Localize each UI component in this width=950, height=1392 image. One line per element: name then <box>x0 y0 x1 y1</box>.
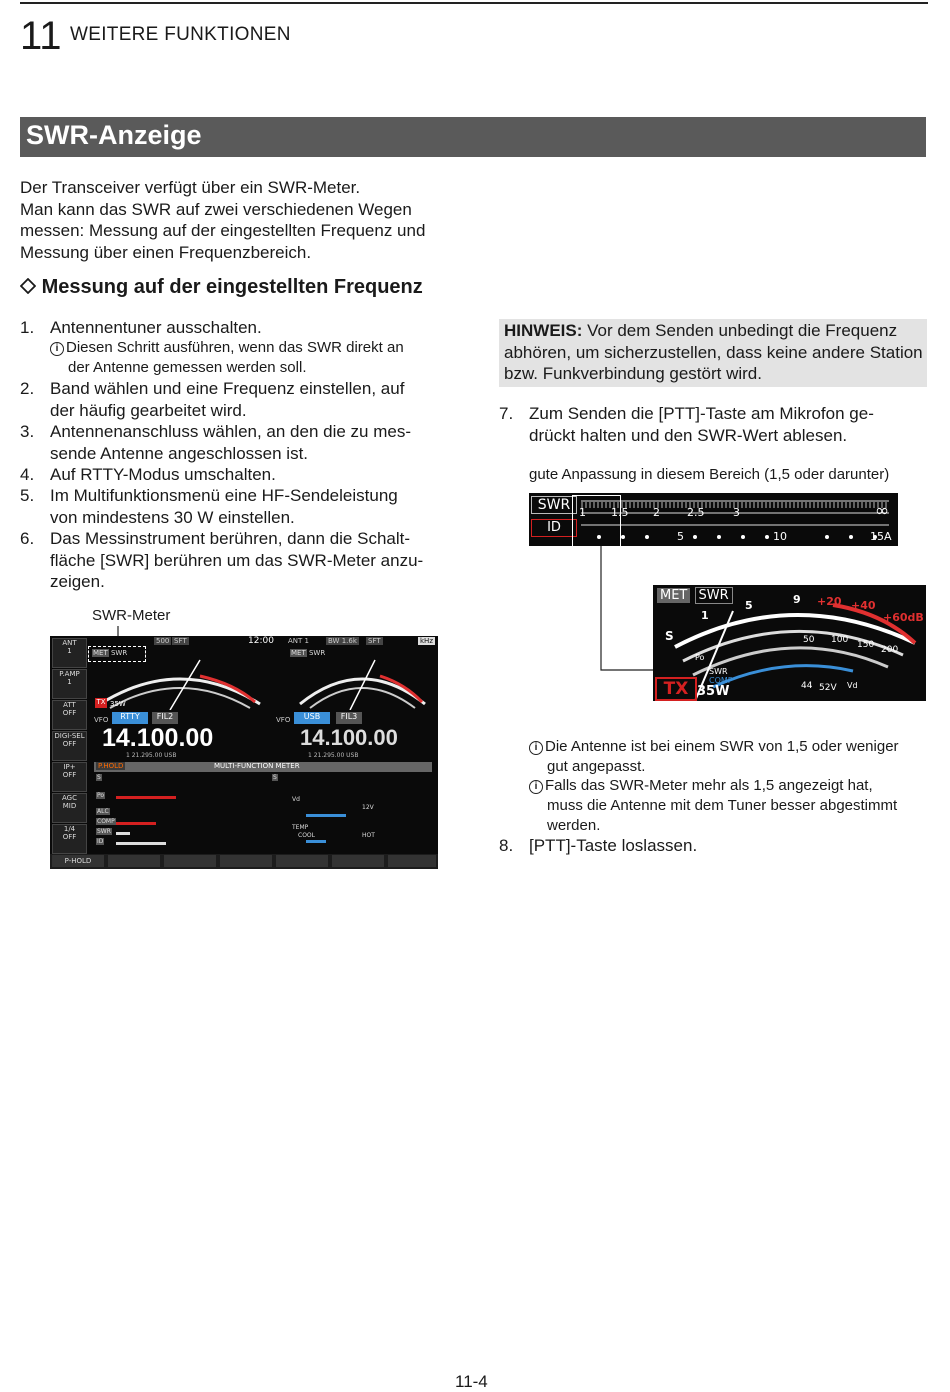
id-tick-5: 5 <box>677 530 684 543</box>
section-title: SWR-Anzeige <box>26 120 202 150</box>
sub-frequency[interactable]: 14.100.00 <box>300 725 398 750</box>
scale-9: 9 <box>793 593 801 606</box>
temp-bar <box>306 840 326 843</box>
step-number: 7. <box>499 404 514 423</box>
scale-plus40: +40 <box>851 599 876 612</box>
id-bar <box>116 842 166 845</box>
meter-row-s-right: S <box>273 774 277 781</box>
step-number: 8. <box>499 836 514 855</box>
list-item <box>499 403 929 447</box>
list-item <box>499 835 929 857</box>
hinweis-box <box>499 319 927 387</box>
good-match-highlight <box>572 495 621 547</box>
hinweis-text: Vor dem Senden unbedingt die Frequenz abhören, um sicherzustellen, dass keine andere Station bzw. Funkverbindung gestört wird. <box>504 321 923 383</box>
blank-button[interactable] <box>220 855 272 867</box>
step-text: von mindestens 30 W einstellen. <box>50 507 295 527</box>
blank-button[interactable] <box>332 855 384 867</box>
note-good-match <box>529 737 929 777</box>
meter-row-s: S <box>97 774 101 781</box>
phold-tag: P.HOLD <box>98 762 124 770</box>
right-analog-meter <box>290 654 435 710</box>
subsection-heading <box>20 276 460 299</box>
vd-label: Vd <box>292 796 300 803</box>
mode-button-rtty[interactable]: RTTY <box>112 712 148 724</box>
step-text: Zum Senden die [PTT]-Taste am Mikrofon ge- <box>529 404 874 423</box>
tx-power-value: 35W <box>697 684 730 699</box>
arc-150: 150 <box>857 640 875 650</box>
swr-range-caption: gute Anpassung in diesem Bereich (1,5 oder darunter) <box>529 466 890 483</box>
step-number: 2. <box>20 379 35 398</box>
comp-row-label: COMP <box>709 676 733 685</box>
meter-row-swr: SWR <box>97 828 111 835</box>
blank-button[interactable] <box>164 855 216 867</box>
page-number: 11-4 <box>455 1372 488 1391</box>
intro-paragraph <box>20 177 460 263</box>
meter-row-id: ID <box>97 838 104 845</box>
status-bar: 500 SFT 12:00 ANT 1 BW 1.6k SFT kHz <box>156 636 433 646</box>
met-swr-tabs[interactable]: MET SWR <box>657 588 733 603</box>
s-label: S <box>665 629 674 643</box>
swr-tick-1-5: 1.5 <box>611 506 629 519</box>
step-text: Das Messinstrument berühren, dann die Schalt- <box>50 529 411 548</box>
mode-button-usb[interactable]: USB <box>294 712 330 724</box>
side-button-digisel[interactable]: DIGI-SEL OFF <box>52 731 87 761</box>
meter-row-po: Po <box>97 792 105 799</box>
blank-button[interactable] <box>108 855 160 867</box>
id-tick-10: 10 <box>773 530 787 543</box>
tx-indicator: TX <box>655 677 697 701</box>
vd-bar <box>306 814 346 817</box>
side-button-column <box>50 636 87 856</box>
bottom-button-bar <box>50 854 438 869</box>
swr-bar <box>116 832 130 835</box>
arc-50: 50 <box>803 635 815 645</box>
diamond-icon <box>20 278 36 294</box>
po-label: Po <box>695 653 705 662</box>
chapter-title: WEITERE FUNKTIONEN <box>70 24 291 45</box>
info-icon: i <box>529 780 543 794</box>
arc-100: 100 <box>831 635 849 645</box>
meter-row-alc: ALC <box>97 808 109 815</box>
step-text: Im Multifunktionsmenü eine HF-Sendeleistung <box>50 486 398 505</box>
step-text: Band wählen und eine Frequenz einstellen, auf <box>50 379 405 398</box>
swr-tick-3: 3 <box>733 506 740 519</box>
side-button-ant[interactable]: ANT 1 <box>52 638 87 668</box>
phold-button[interactable]: P-HOLD <box>52 855 104 867</box>
mfm-title: MULTI-FUNCTION METER <box>214 762 300 770</box>
scale-plus20: +20 <box>817 595 842 608</box>
vd-value: 12V <box>362 804 374 811</box>
list-item <box>20 464 460 486</box>
analog-meter-closeup <box>653 585 926 701</box>
step-text: fläche [SWR] berühren um das SWR-Meter anzu- <box>50 550 424 570</box>
step-text: Auf RTTY-Modus umschalten. <box>50 465 276 484</box>
id-tick-15a: 15A <box>870 530 892 543</box>
section-banner <box>20 117 926 157</box>
vd-row-label: Vd <box>847 681 858 690</box>
list-item <box>20 378 460 422</box>
id-scale-label: ID <box>531 519 577 537</box>
vfo-label-right: VFO <box>276 716 291 724</box>
chapter-number: 11 <box>20 14 62 58</box>
temp-cool: COOL <box>298 832 315 839</box>
step-text: drückt halten und den SWR-Wert ablesen. <box>529 425 848 445</box>
step-number: 1. <box>20 318 35 337</box>
side-button-ipplus[interactable]: IP+ OFF <box>52 762 87 792</box>
filter-button-right[interactable]: FIL3 <box>336 712 362 724</box>
list-item <box>20 528 460 594</box>
scale-plus60: +60dB <box>883 611 924 624</box>
side-button-pamp[interactable]: P.AMP 1 <box>52 669 87 699</box>
swr-tick-2-5: 2.5 <box>687 506 705 519</box>
met-swr-right[interactable]: MET SWR <box>291 649 326 657</box>
main-frequency[interactable]: 14.100.00 <box>102 724 214 752</box>
tx-badge: TX <box>96 698 106 706</box>
note-line: muss die Antenne mit dem Tuner besser abgestimmt <box>547 797 898 814</box>
intro-line: Der Transceiver verfügt über ein SWR-Meter. <box>20 178 361 197</box>
meter-row-comp: COMP <box>97 818 115 825</box>
intro-line: Man kann das SWR auf zwei verschiedenen Wegen <box>20 199 412 219</box>
swr-scale-label: SWR <box>531 496 577 514</box>
step-number: 5. <box>20 486 35 505</box>
swr-tick-2: 2 <box>653 506 660 519</box>
list-item <box>20 485 460 529</box>
step-number: 6. <box>20 529 35 548</box>
sub-info-left: 1 21.295.00 USB <box>126 752 177 759</box>
mfm-title-bar <box>94 762 432 772</box>
transceiver-screen <box>50 636 438 869</box>
note-line: Die Antenne ist bei einem SWR von 1,5 oder weniger <box>545 738 899 755</box>
vd-52v: 52V <box>819 683 837 693</box>
step-text: Antennentuner ausschalten. <box>50 318 262 337</box>
note-line: Falls das SWR-Meter mehr als 1,5 angezeigt hat, <box>545 777 873 794</box>
note-line: werden. <box>547 817 601 834</box>
swr-linear-scale <box>529 493 898 546</box>
info-icon: i <box>529 741 543 755</box>
subsection-title: Messung auf der eingestellten Frequenz <box>41 276 423 298</box>
step-text: Antennenanschluss wählen, an den die zu mes- <box>50 422 412 441</box>
side-button-quarter[interactable]: 1/4 OFF <box>52 824 87 854</box>
hinweis-label: HINWEIS: <box>504 321 583 340</box>
step-number: 4. <box>20 465 35 484</box>
note-retune <box>529 776 929 836</box>
vfo-label-left: VFO <box>94 716 109 724</box>
intro-line: messen: Messung auf der eingestellten Frequenz und <box>20 221 426 240</box>
step-text: der häufig gearbeitet wird. <box>50 400 247 420</box>
blank-button[interactable] <box>388 855 436 867</box>
swr-tick-1: 1 <box>579 506 586 519</box>
note-line: gut angepasst. <box>547 758 646 775</box>
scale-1: 1 <box>701 609 709 622</box>
met-swr-left[interactable]: MET SWR <box>93 649 128 657</box>
mfm-left-panel <box>96 774 266 850</box>
temp-label: TEMP <box>292 824 309 831</box>
list-item <box>20 421 460 465</box>
intro-line: Messung über einen Frequenzbereich. <box>20 242 312 262</box>
mfm-right-panel <box>272 774 432 850</box>
swr-meter-label: SWR-Meter <box>92 607 171 624</box>
sub-info-right: 1 21.295.00 USB <box>308 752 359 759</box>
swr-tick-infinity: ∞ <box>875 501 890 521</box>
list-item <box>20 317 460 339</box>
step1-note <box>50 338 450 378</box>
note-line: Diesen Schritt ausführen, wenn das SWR direkt an <box>66 339 404 356</box>
arc-200: 200 <box>881 645 899 655</box>
swr-row-label: SWR <box>709 667 728 676</box>
scale-ticks <box>577 493 897 546</box>
po-bar <box>116 796 176 799</box>
step-text: [PTT]-Taste loslassen. <box>529 836 698 855</box>
blank-button[interactable] <box>276 855 328 867</box>
side-button-att[interactable]: ATT OFF <box>52 700 87 730</box>
step-text: sende Antenne angeschlossen ist. <box>50 443 309 463</box>
info-icon: i <box>50 342 64 356</box>
step-number: 3. <box>20 422 35 441</box>
temp-hot: HOT <box>362 832 375 839</box>
filter-button-left[interactable]: FIL2 <box>152 712 178 724</box>
side-button-agc[interactable]: AGC MID <box>52 793 87 823</box>
note-line: der Antenne gemessen werden soll. <box>68 359 307 376</box>
step-text: zeigen. <box>50 572 105 591</box>
tx-power: 35W <box>110 700 126 708</box>
scale-5: 5 <box>745 599 753 612</box>
comp-bar <box>116 822 156 825</box>
header-rule <box>20 2 928 4</box>
vd-44: 44 <box>801 681 813 691</box>
